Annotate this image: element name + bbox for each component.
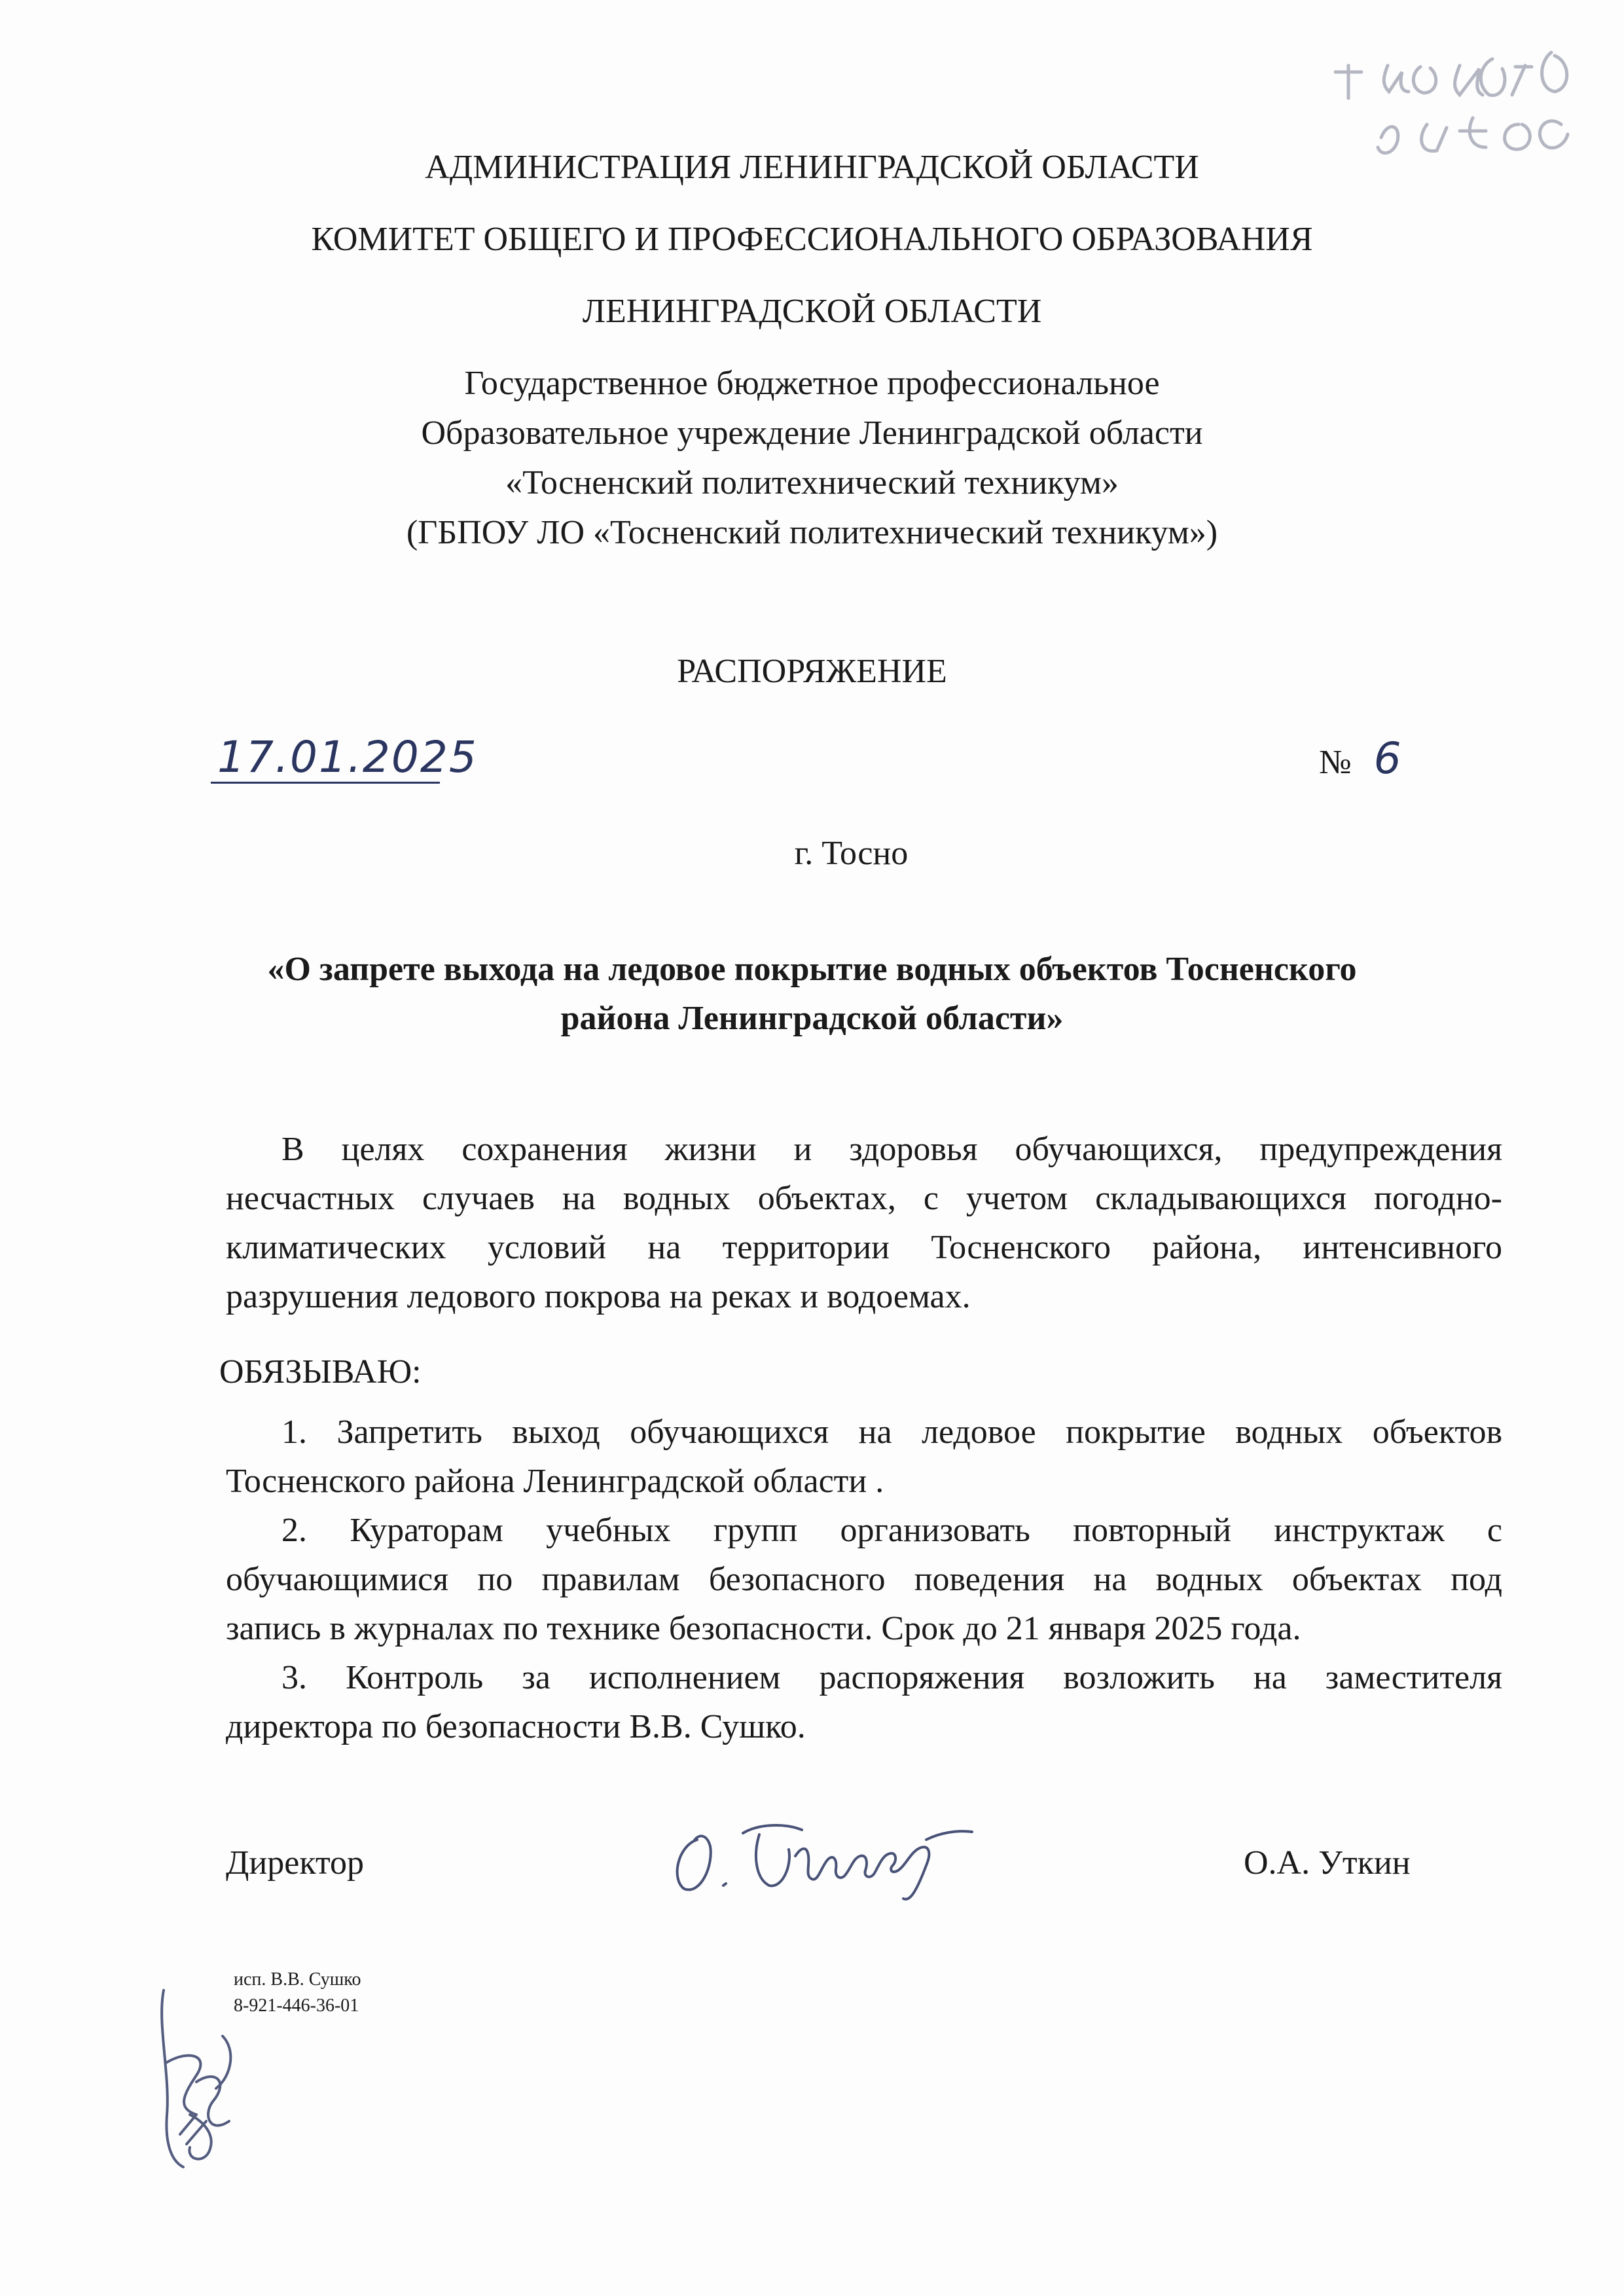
item-3-line-1: 3. Контроль за исполнением распоряжения возложить на заместителя bbox=[281, 1659, 1502, 1696]
item-3-line-2: директора по безопасности В.В. Сушко. bbox=[226, 1708, 806, 1745]
item-2-line-1: 2. Кураторам учебных групп организовать повторный инструктаж с bbox=[281, 1512, 1502, 1549]
document-date bbox=[211, 727, 486, 792]
executor-name: исп. В.В. Сушко bbox=[234, 1969, 361, 1990]
item-1-line-2: Тосненского района Ленинградской области . bbox=[226, 1463, 884, 1500]
item-1-line-1: 1. Запретить выход обучающихся на ледовое покрытие водных объектов bbox=[281, 1413, 1502, 1451]
director-signature bbox=[661, 1794, 1001, 1899]
item-2-line-2: обучающимися по правилам безопасного поведения на водных объектах под bbox=[226, 1561, 1502, 1598]
institution-line-2: Образовательное учреждение Ленинградской области bbox=[421, 414, 1203, 452]
number-label: № bbox=[1319, 744, 1352, 781]
document-city: г. Тосно bbox=[794, 835, 909, 872]
signature-name: О.А. Уткин bbox=[1244, 1844, 1411, 1882]
preamble-line-1: В целях сохранения жизни и здоровья обучающихся, предупреждения bbox=[281, 1131, 1502, 1168]
margin-signature bbox=[151, 1984, 255, 2174]
handwritten-resolution bbox=[1296, 26, 1597, 170]
institution-line-4: (ГБПОУ ЛО «Тосненский политехнический техникум») bbox=[406, 514, 1218, 551]
document-title-line-1: «О запрете выхода на ледовое покрытие водных объектов Тосненского bbox=[267, 951, 1357, 988]
institution-line-1: Государственное бюджетное профессиональное bbox=[464, 365, 1160, 402]
number-value: 6 bbox=[1373, 733, 1401, 784]
signature-position: Директор bbox=[226, 1844, 364, 1882]
document-date-text: 17.01.2025 bbox=[217, 732, 478, 782]
order-word: ОБЯЗЫВАЮ: bbox=[219, 1353, 422, 1391]
header-committee: КОМИТЕТ ОБЩЕГО И ПРОФЕССИОНАЛЬНОГО ОБРАЗОВАНИЯ bbox=[311, 221, 1313, 258]
document-type: РАСПОРЯЖЕНИЕ bbox=[677, 653, 947, 690]
preamble-line-4: разрушения ледового покрова на реках и водоемах. bbox=[226, 1278, 971, 1315]
header-administration: АДМИНИСТРАЦИЯ ЛЕНИНГРАДСКОЙ ОБЛАСТИ bbox=[425, 149, 1199, 186]
institution-line-3: «Тосненский политехнический техникум» bbox=[505, 464, 1119, 501]
document-number bbox=[1319, 733, 1401, 784]
preamble-line-3: климатических условий на территории Тосненского района, интенсивного bbox=[226, 1229, 1502, 1266]
item-2-line-3: запись в журналах по технике безопасности. Срок до 21 января 2025 года. bbox=[226, 1610, 1301, 1647]
preamble-line-2: несчастных случаев на водных объектах, с учетом складывающихся погодно- bbox=[226, 1180, 1502, 1217]
executor-phone: 8-921-446-36-01 bbox=[234, 1995, 359, 2016]
header-region: ЛЕНИНГРАДСКОЙ ОБЛАСТИ bbox=[582, 293, 1042, 330]
document-title-line-2: района Ленинградской области» bbox=[560, 1000, 1064, 1037]
date-underline bbox=[211, 782, 440, 784]
